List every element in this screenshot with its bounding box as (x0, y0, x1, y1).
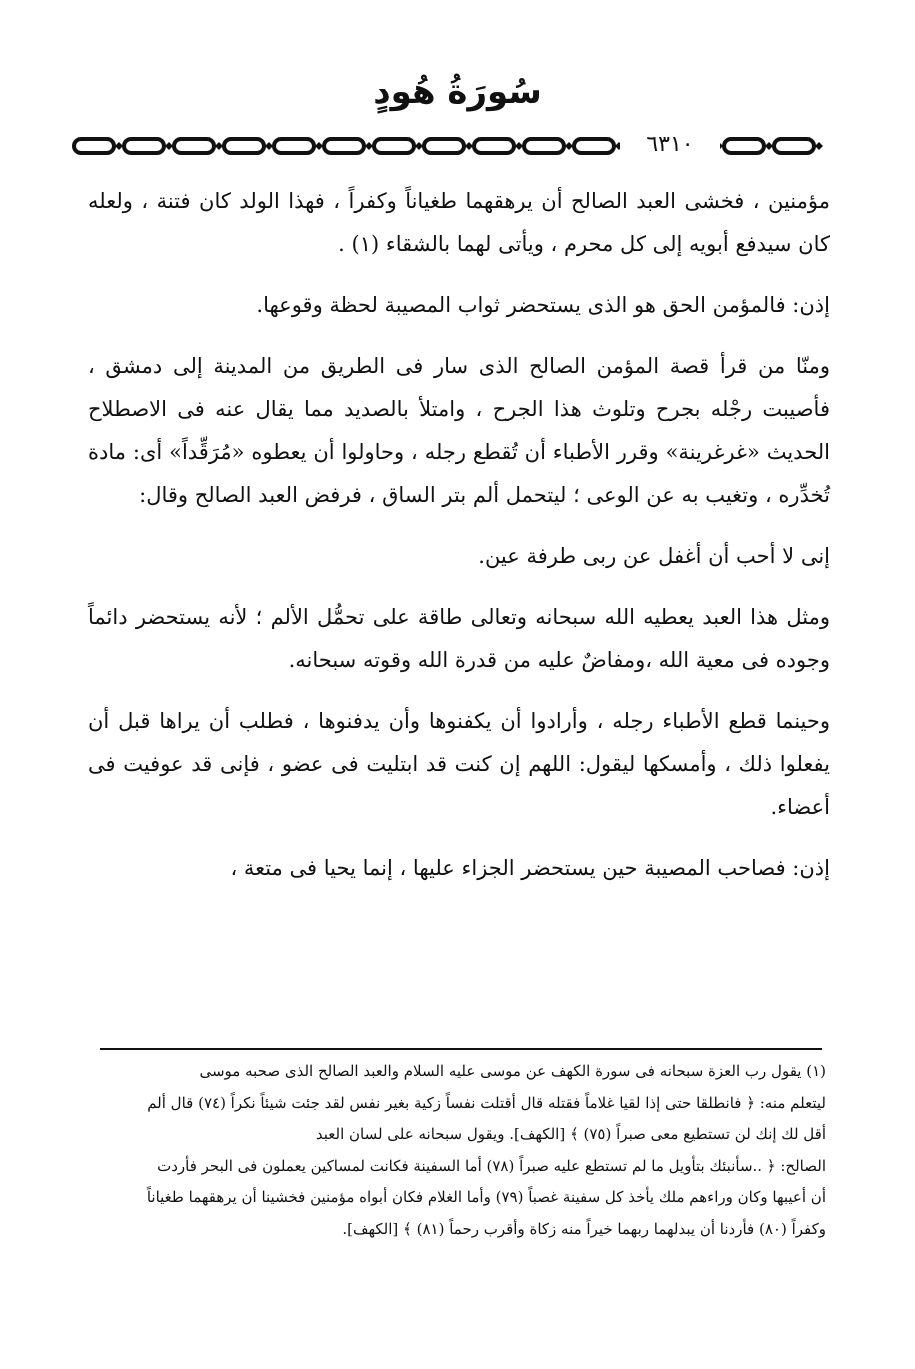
chain-ornament-icon (70, 128, 835, 164)
paragraph: إذن: فالمؤمن الحق هو الذى يستحضر ثواب المصيبة لحظة وقوعها. (256, 293, 830, 317)
diamond-dot (465, 142, 473, 150)
footnotes (96, 1056, 826, 1245)
footnote-line: أقل لك إنك لن تستطيع معى صبراً (٧٥) ﴾ [الكهف]. ويقول سبحانه على لسان العبد (315, 1125, 826, 1143)
diamond-dot (365, 142, 373, 150)
diamond-dot (565, 142, 573, 150)
diamond-dot (265, 142, 273, 150)
diamond-dot (115, 142, 123, 150)
paragraph: مؤمنين ، فخشى العبد الصالح أن يرهقهما طغياناً وكفراً ، فهذا الولد كان فتنة ، ولعله كان سيدفع أبويه إلى كل محرم ، ويأتى لهما بالشقاء (١) . (88, 189, 830, 256)
main-text (88, 180, 830, 908)
diamond-dot (515, 142, 523, 150)
chain-link (424, 139, 464, 153)
chain-link (124, 139, 164, 153)
chain-link (474, 139, 514, 153)
diamond-dot (315, 142, 323, 150)
diamond-dot (165, 142, 173, 150)
diamond-dot (815, 142, 823, 150)
footnote-line: الصالح: ﴿ ..سأنبئك بتأويل ما لم تستطع عليه صبراً (٧٨) أما السفينة فكانت لمساكين يعملون فى البحر فأردت (157, 1156, 826, 1175)
paragraph: ومثل هذا العبد يعطيه الله سبحانه وتعالى طاقة على تحمُّل الألم ؛ لأنه يستحضر دائماً وجوده فى معية الله ،ومفاضٌ عليه من قدرة الله وقوته سبحانه. (88, 605, 830, 672)
chain-link (374, 139, 414, 153)
page-number: ٦٣١٠ (620, 130, 720, 160)
paragraph: وحينما قطع الأطباء رجله ، وأرادوا أن يكفنوها وأن يدفنوها ، فطلب أن يراها قبل أن يفعلوا ذلك ، وأمسكها ليقول: اللهم إن كنت قد ابتليت فى عضو ، فإنى قد عوفيت فى أعضاء. (88, 709, 830, 819)
chain-link (774, 139, 814, 153)
diamond-dot (215, 142, 223, 150)
footnote-line: وكفراً (٨٠) فأردنا أن يبدلهما ربهما خيراً منه زكاة وأقرب رحماً (٨١) ﴾ [الكهف]. (342, 1219, 826, 1238)
diamond-dot (765, 142, 773, 150)
surah-title: سُورَةُ هُودٍ (373, 72, 542, 112)
footnote-line: ليتعلم منه: ﴿ فانطلقا حتى إذا لقيا غلاماً فقتله قال أقتلت نفساً زكية بغير نفس لقد جئت شيئاً نكراً (٧٤) قال ألم (147, 1093, 826, 1112)
chain-link (274, 139, 314, 153)
paragraph: إذن: فصاحب المصيبة حين يستحضر الجزاء عليها ، إنما يحيا فى متعة ، (230, 856, 830, 880)
chain-link (724, 139, 764, 153)
paragraph: ومنّا من قرأ قصة المؤمن الصالح الذى سار فى الطريق من المدينة إلى دمشق ، فأصيبت رجْله بجرح وتلوث هذا الجرح ، وامتلأ بالصديد مما يقال عنه فى الاصطلاح الحديث «غرغرينة» وقرر الأطباء أن تُقطع رجله ، وحاولوا أن يعطوه «مُرَقِّداً» أى: مادة تُخدِّره ، وتغيب به عن الوعى ؛ ليتحمل ألم بتر الساق ، فرفض العبد الصالح وقال: (88, 354, 830, 507)
chain-link (524, 139, 564, 153)
paragraph: إنى لا أحب أن أغفل عن ربى طرفة عين. (478, 544, 830, 568)
ornamental-rule (70, 128, 835, 164)
chain-link (224, 139, 264, 153)
chain-link (174, 139, 214, 153)
chain-link (324, 139, 364, 153)
diamond-dot (415, 142, 423, 150)
footnote-divider (100, 1048, 822, 1050)
chain-link (574, 139, 614, 153)
footnote-line: أن أعيبها وكان وراءهم ملك يأخذ كل سفينة غصباً (٧٩) وأما الغلام فكان أبواه مؤمنين فخشينا أن يرهقهما طغياناً (146, 1188, 826, 1206)
chain-link (74, 139, 114, 153)
footnote-line: (١) يقول رب العزة سبحانه فى سورة الكهف عن موسى عليه السلام والعبد الصالح الذى صحبه موسى (199, 1062, 826, 1080)
